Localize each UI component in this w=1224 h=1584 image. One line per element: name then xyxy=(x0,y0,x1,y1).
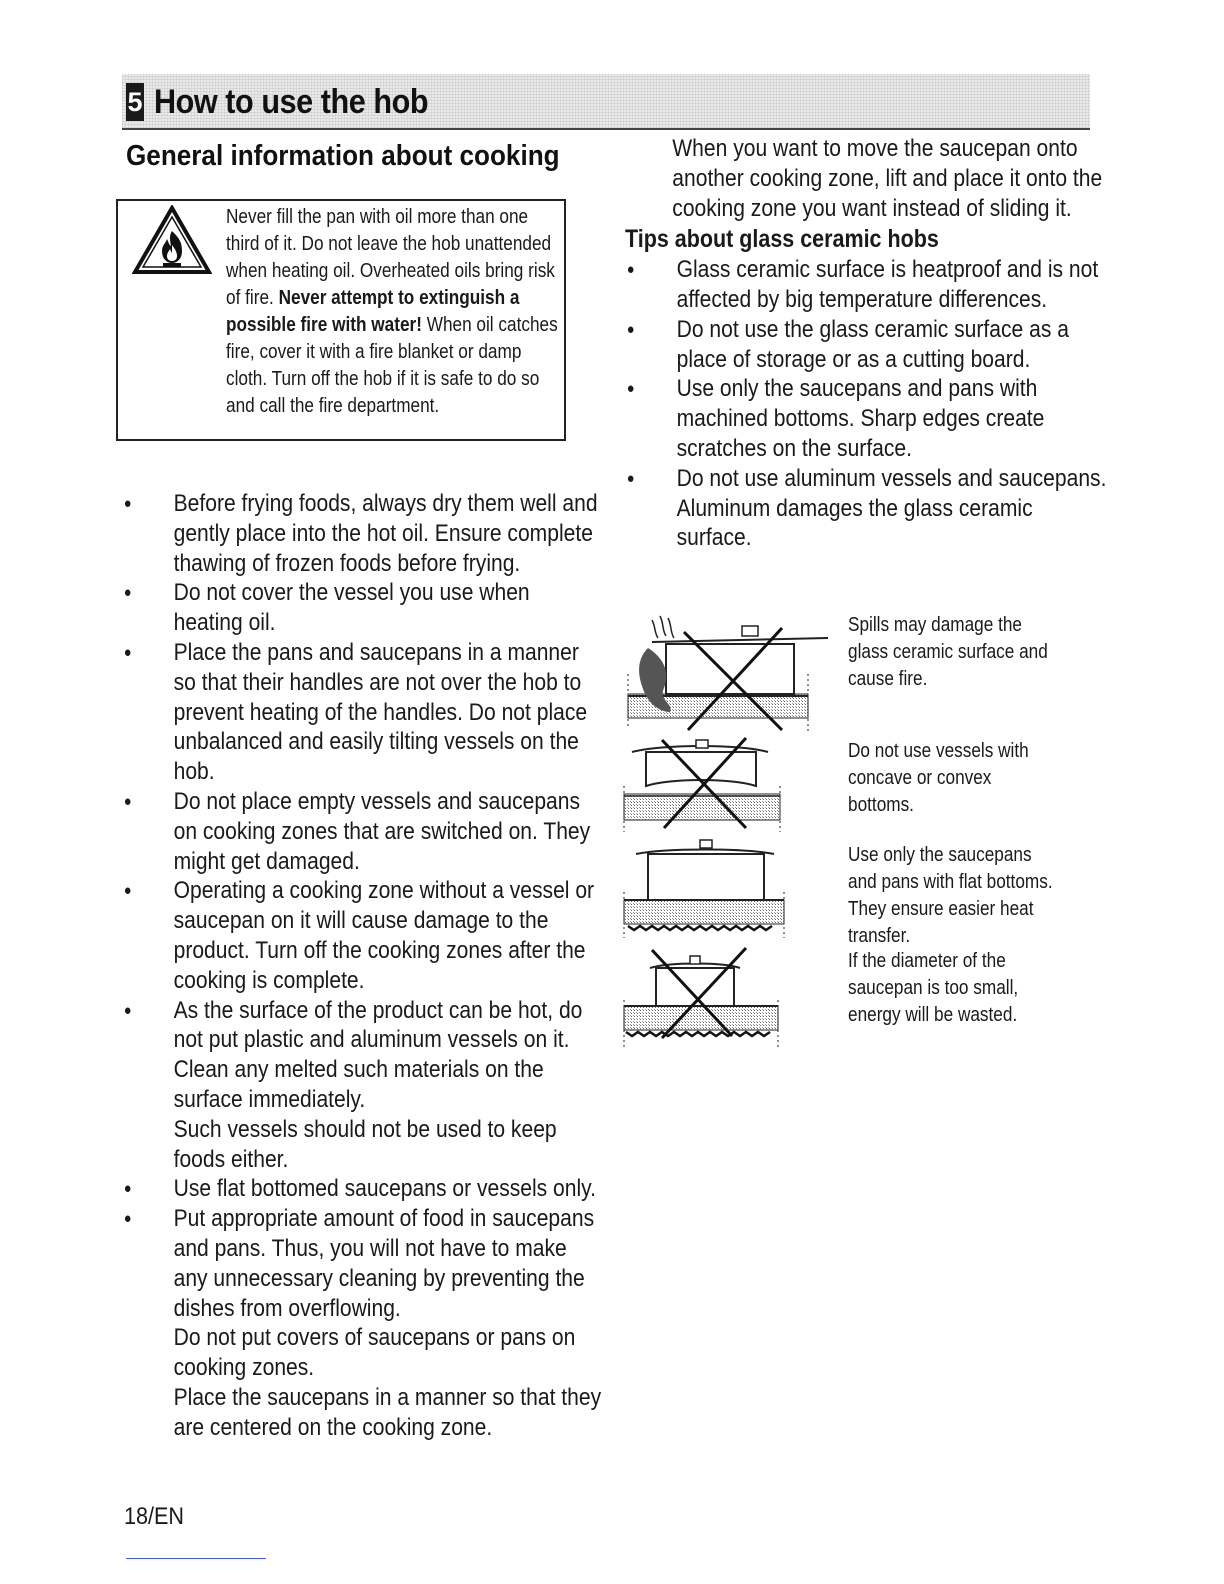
fire-warning-box xyxy=(116,199,566,441)
list-item: ● Operating a cooking zone without a vessel or saucepan on it will cause damage to the product. Turn off the cooking zones after the cooking is complete. xyxy=(122,876,604,995)
warning-text xyxy=(226,204,566,420)
list-item: ● Before frying foods, always dry them well and gently place into the hot oil. Ensure complete thawing of frozen foods before frying. xyxy=(122,489,604,578)
list-item: ● Put appropriate amount of food in saucepans and pans. Thus, you will not have to make any unnecessary cleaning by preventing the dishes from overflowing. Do not put covers of saucepans or pans on cooking zones. Place the saucepans in a manner so that they are centered on the cooking zone. xyxy=(122,1204,604,1442)
warning-text-part2: When oil catches fire, cover it with a fire blanket or damp cloth. Turn off the hob if it is safe to do so and call the fire department. xyxy=(226,314,558,417)
tips-bullet-list xyxy=(625,255,1107,553)
chapter-header-bar xyxy=(122,74,1090,130)
flat-pot-illustration xyxy=(622,838,792,938)
warning-text-part1: Never fill the pan with oil more than one third of it. Do not leave the hob unattended when heating oil. Overheated oils bring risk of fire. xyxy=(226,206,555,309)
list-item: ● Glass ceramic surface is heatproof and is not affected by big temperature differences. xyxy=(625,255,1107,315)
section-title: General information about cooking xyxy=(126,140,560,172)
list-item: ● Do not cover the vessel you use when heating oil. xyxy=(122,578,604,638)
list-item: ● Use only the saucepans and pans with machined bottoms. Sharp edges create scratches on the surface. xyxy=(625,374,1107,463)
concave-pot-illustration xyxy=(622,736,792,832)
list-item: ● Do not use the glass ceramic surface as a place of storage or as a cutting board. xyxy=(625,315,1107,375)
small-pot-illustration xyxy=(622,944,782,1048)
list-item: ● As the surface of the product can be hot, do not put plastic and aluminum vessels on it. Clean any melted such materials on the surface immediately. Such vessels should not be used to keep foods either. xyxy=(122,996,604,1175)
tips-title: Tips about glass ceramic hobs xyxy=(625,225,939,254)
warning-text-bold: Never attempt to extinguish a possible fire with water! xyxy=(226,287,520,336)
list-item: ● Do not use aluminum vessels and saucepans. Aluminum damages the glass ceramic surface. xyxy=(625,464,1107,553)
list-item: ● Do not place empty vessels and saucepans on cooking zones that are switched on. They might get damaged. xyxy=(122,787,604,876)
caption-small: If the diameter of the saucepan is too small, energy will be wasted. xyxy=(848,950,1019,1026)
bottom-divider xyxy=(126,1558,266,1559)
list-item: ● Use flat bottomed saucepans or vessels only. xyxy=(122,1174,604,1204)
cooking-bullet-list xyxy=(122,489,604,1443)
move-saucepan-paragraph: When you want to move the saucepan onto another cooking zone, lift and place it onto the cooking zone you want instead of sliding it. xyxy=(672,135,1103,222)
fire-warning-icon xyxy=(132,205,212,275)
chapter-number: 5 xyxy=(126,83,144,121)
caption-flat: Use only the saucepans and pans with flat bottoms. They ensure easier heat transfer. xyxy=(848,844,1053,947)
caption-spills: Spills may damage the glass ceramic surface and cause fire. xyxy=(848,614,1048,690)
caption-concave: Do not use vessels with concave or convex bottoms. xyxy=(848,740,1029,816)
chapter-title: How to use the hob xyxy=(154,83,429,121)
list-item: ● Place the pans and saucepans in a manner so that their handles are not over the hob to prevent heating of the handles. Do not place unbalanced and easily tilting vessels on the hob. xyxy=(122,638,604,787)
right-column xyxy=(625,134,1145,553)
left-column xyxy=(122,489,642,1443)
spilling-pot-illustration xyxy=(622,608,832,738)
page-number: 18/EN xyxy=(124,1503,185,1530)
